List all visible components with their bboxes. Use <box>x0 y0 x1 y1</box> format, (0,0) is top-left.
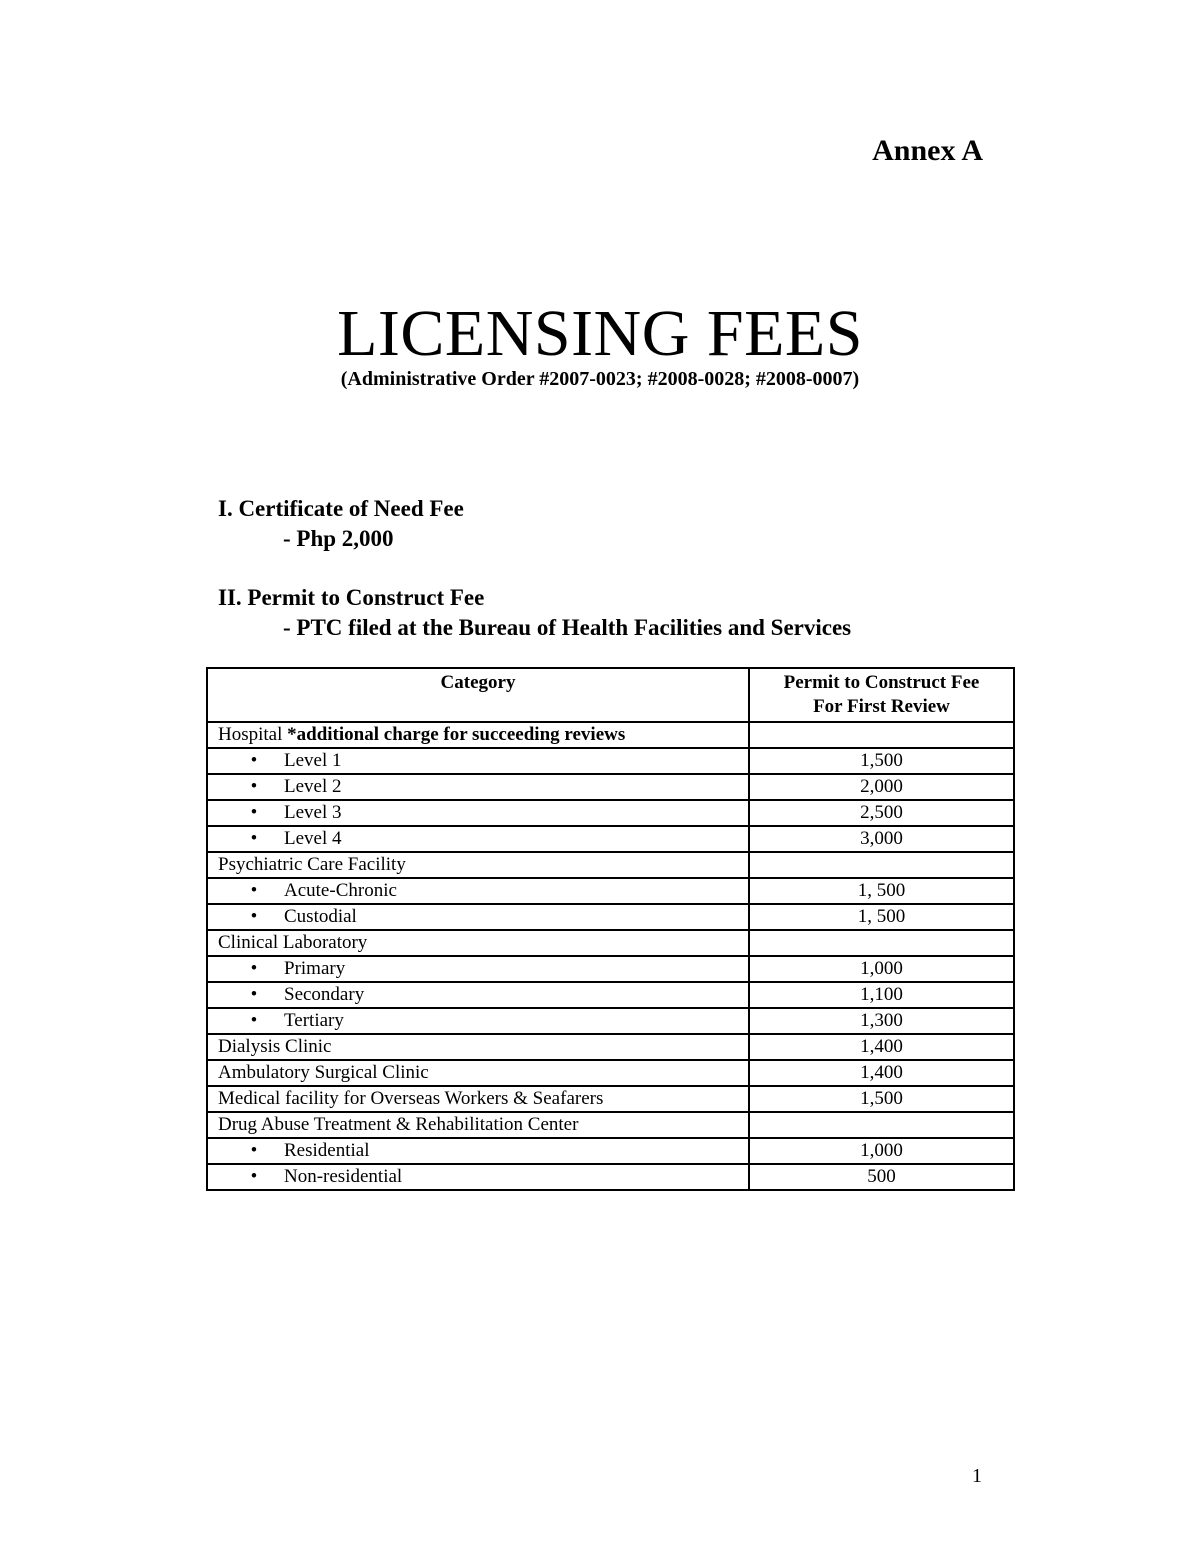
bullet-icon: • <box>250 906 258 927</box>
category-label: Dialysis Clinic <box>218 1036 332 1057</box>
category-label: Primary <box>284 958 346 979</box>
page-number: 1 <box>972 1465 982 1487</box>
fee-cell: 1, 500 <box>749 904 1014 930</box>
table-row <box>207 1086 1014 1112</box>
category-cell <box>207 904 749 930</box>
category-cell <box>207 1008 749 1034</box>
annex-label: Annex A <box>872 134 983 167</box>
fee-cell <box>749 852 1014 878</box>
bullet-icon: • <box>250 984 258 1005</box>
fee-cell: 1,400 <box>749 1034 1014 1060</box>
category-cell <box>207 826 749 852</box>
table-row <box>207 748 1014 774</box>
category-cell <box>207 1086 749 1112</box>
category-label: Level 4 <box>284 828 342 849</box>
bullet-icon: • <box>250 802 258 823</box>
bullet-icon: • <box>250 958 258 979</box>
fee-cell: 3,000 <box>749 826 1014 852</box>
category-cell <box>207 1034 749 1060</box>
category-label: Level 1 <box>284 750 342 771</box>
bullet-icon: • <box>250 776 258 797</box>
page-title: LICENSING FEES <box>337 297 863 370</box>
table-header-row <box>207 668 1014 722</box>
fee-cell: 1,000 <box>749 956 1014 982</box>
fee-cell: 1,000 <box>749 1138 1014 1164</box>
fees-table <box>206 667 1015 1191</box>
table-row <box>207 1112 1014 1138</box>
table-row <box>207 826 1014 852</box>
category-cell <box>207 800 749 826</box>
table-row <box>207 956 1014 982</box>
table-row <box>207 1034 1014 1060</box>
category-cell <box>207 1112 749 1138</box>
fee-cell <box>749 930 1014 956</box>
bullet-icon: • <box>250 1010 258 1031</box>
category-label: Tertiary <box>284 1010 344 1031</box>
table-row <box>207 774 1014 800</box>
category-cell <box>207 852 749 878</box>
category-cell <box>207 722 749 748</box>
header-fee <box>749 668 1014 722</box>
table-row <box>207 878 1014 904</box>
category-label: Hospital <box>218 724 288 745</box>
fee-cell: 1, 500 <box>749 878 1014 904</box>
header-category: Category <box>207 668 749 722</box>
fee-cell <box>749 722 1014 748</box>
table-row <box>207 904 1014 930</box>
fee-cell: 1,500 <box>749 748 1014 774</box>
fee-cell: 1,400 <box>749 1060 1014 1086</box>
category-label: Level 2 <box>284 776 342 797</box>
category-cell <box>207 982 749 1008</box>
bullet-icon: • <box>250 828 258 849</box>
table-row <box>207 800 1014 826</box>
table-row <box>207 722 1014 748</box>
category-label: Custodial <box>284 906 357 927</box>
category-cell <box>207 748 749 774</box>
fees-table-body <box>207 722 1014 1190</box>
category-label: Residential <box>284 1140 370 1161</box>
table-row <box>207 1138 1014 1164</box>
table-row <box>207 1164 1014 1190</box>
category-label: Clinical Laboratory <box>218 932 368 953</box>
bullet-icon: • <box>250 1166 258 1187</box>
header-fee-line2: For First Review <box>813 696 950 717</box>
table-row <box>207 930 1014 956</box>
category-label: Non-residential <box>284 1166 403 1187</box>
bullet-icon: • <box>250 1140 258 1161</box>
header-fee-line1: Permit to Construct Fee <box>783 672 980 693</box>
category-label: Ambulatory Surgical Clinic <box>218 1062 429 1083</box>
table-row <box>207 1008 1014 1034</box>
section-1-detail: - Php 2,000 <box>283 526 394 551</box>
category-label: Secondary <box>284 984 365 1005</box>
section-2-detail: - PTC filed at the Bureau of Health Facilities and Services <box>283 615 852 640</box>
fee-cell: 1,300 <box>749 1008 1014 1034</box>
bullet-icon: • <box>250 750 258 771</box>
table-row <box>207 852 1014 878</box>
table-row <box>207 982 1014 1008</box>
fee-cell: 2,000 <box>749 774 1014 800</box>
fee-cell: 1,500 <box>749 1086 1014 1112</box>
fee-cell: 500 <box>749 1164 1014 1190</box>
category-cell <box>207 1138 749 1164</box>
category-cell <box>207 956 749 982</box>
fee-cell: 2,500 <box>749 800 1014 826</box>
category-label: Acute-Chronic <box>284 880 397 901</box>
category-cell <box>207 774 749 800</box>
table-row <box>207 1060 1014 1086</box>
fee-cell: 1,100 <box>749 982 1014 1008</box>
fee-cell <box>749 1112 1014 1138</box>
category-label: Level 3 <box>284 802 342 823</box>
category-label: Psychiatric Care Facility <box>218 854 406 875</box>
bullet-icon: • <box>250 880 258 901</box>
category-note: *additional charge for succeeding reviews <box>287 724 626 745</box>
category-cell <box>207 1060 749 1086</box>
page-subtitle: (Administrative Order #2007-0023; #2008-0028; #2008-0007) <box>340 368 860 390</box>
category-cell <box>207 878 749 904</box>
category-cell <box>207 930 749 956</box>
section-1-heading: I. Certificate of Need Fee <box>218 496 464 521</box>
category-cell <box>207 1164 749 1190</box>
category-label: Medical facility for Overseas Workers & Seafarers <box>218 1088 604 1109</box>
category-label: Drug Abuse Treatment & Rehabilitation Center <box>218 1114 579 1135</box>
section-2-heading: II. Permit to Construct Fee <box>218 585 485 610</box>
